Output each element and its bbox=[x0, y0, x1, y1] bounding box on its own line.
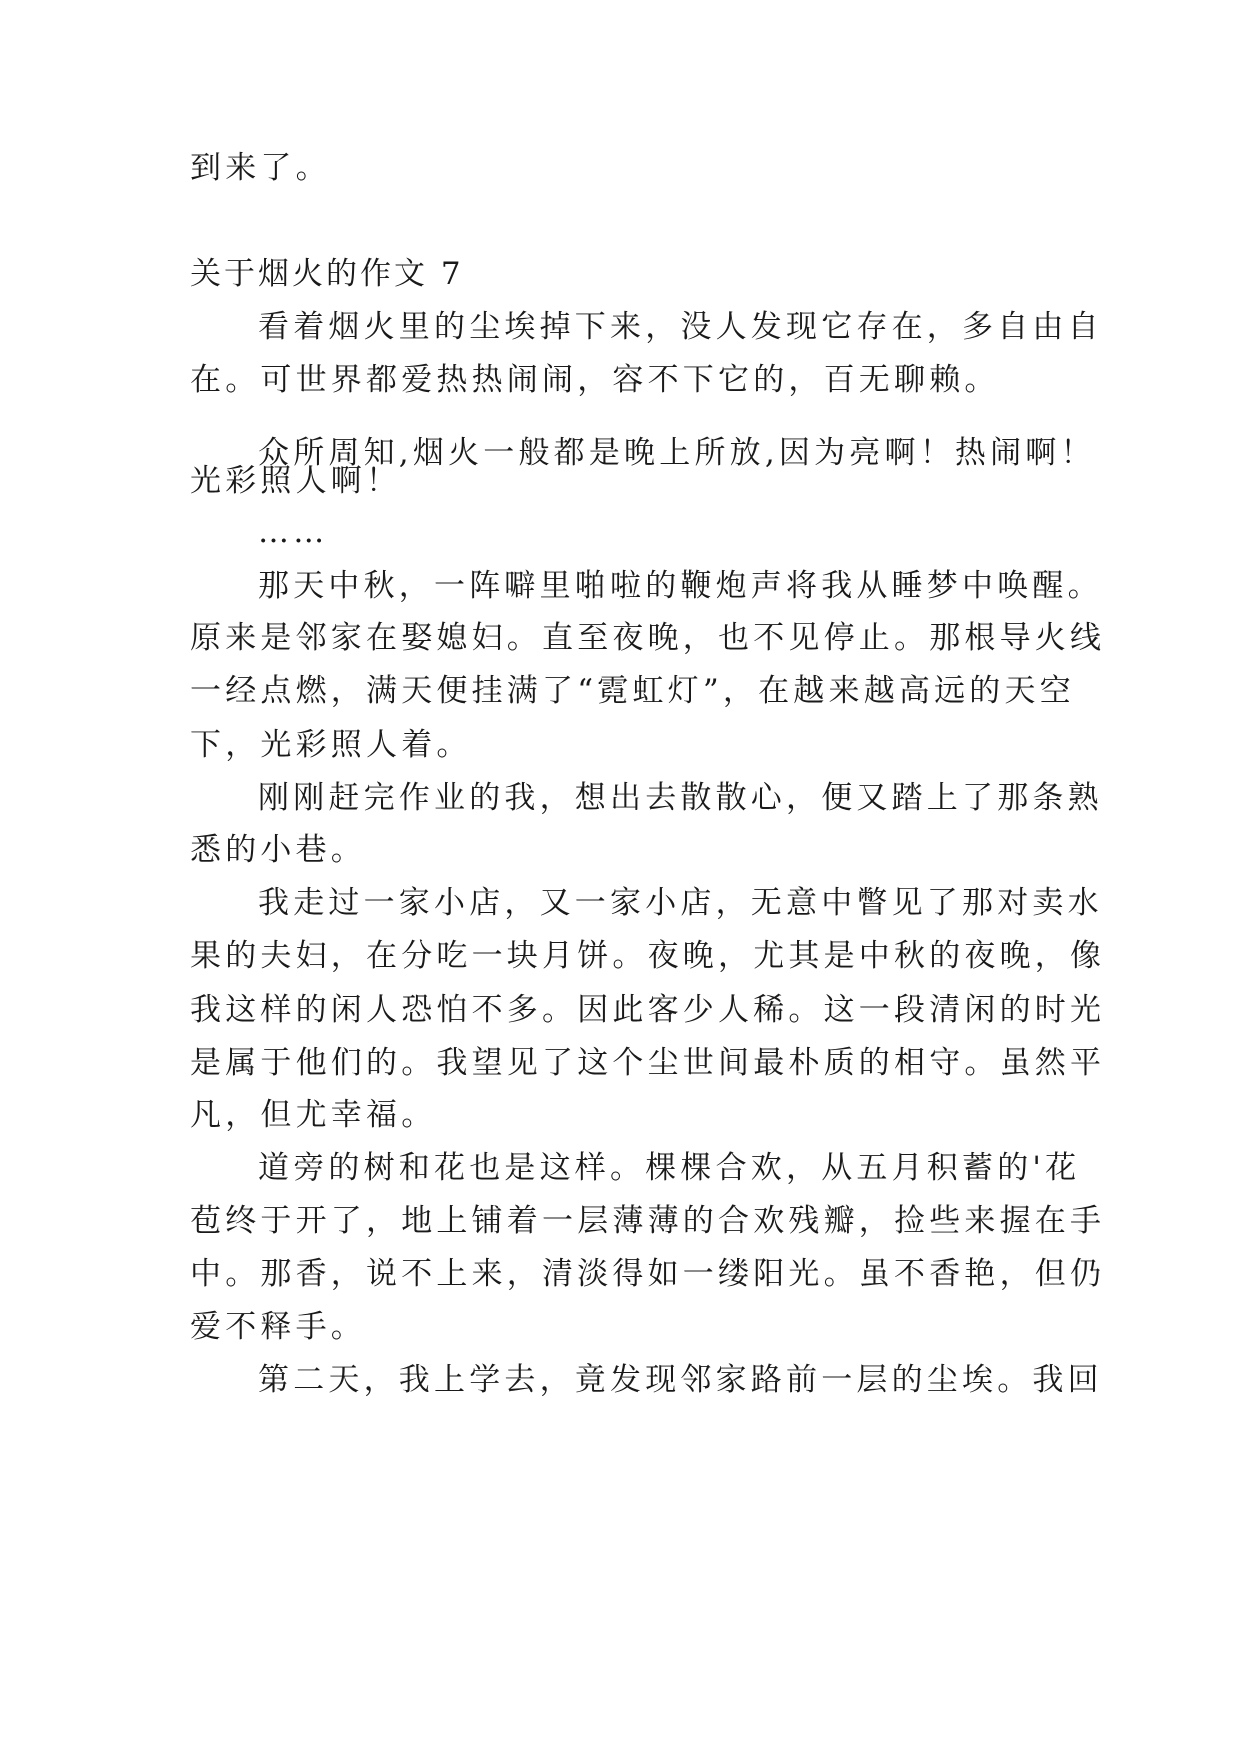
paragraph-line: 在。可世界都爱热热闹闹，容不下它的，百无聊赖。 bbox=[190, 362, 1000, 398]
paragraph-line: 众所周知,烟火一般都是晚上所放,因为亮啊！热闹啊！ bbox=[258, 435, 1096, 471]
paragraph-line: 原来是邻家在娶媳妇。直至夜晚，也不见停止。那根导火线 bbox=[190, 620, 1106, 656]
paragraph-line: 第二天，我上学去，竟发现邻家路前一层的尘埃。我回 bbox=[258, 1362, 1103, 1398]
paragraph-line: 苞终于开了，地上铺着一层薄薄的合欢残瓣，捡些来握在手 bbox=[190, 1203, 1106, 1239]
paragraph-line: 爱不释手。 bbox=[190, 1309, 366, 1345]
paragraph-line: 我这样的闲人恐怕不多。因此客少人稀。这一段清闲的时光 bbox=[190, 992, 1106, 1028]
paragraph-line: 是属于他们的。我望见了这个尘世间最朴质的相守。虽然平 bbox=[190, 1045, 1106, 1081]
paragraph-line: 凡，但尤幸福。 bbox=[190, 1097, 437, 1133]
paragraph-line: 刚刚赶完作业的我，想出去散散心，便又踏上了那条熟 bbox=[258, 780, 1103, 816]
paragraph-line: 果的夫妇，在分吃一块月饼。夜晚，尤其是中秋的夜晚，像 bbox=[190, 938, 1106, 974]
paragraph-line: 中。那香，说不上来，清淡得如一缕阳光。虽不香艳，但仍 bbox=[190, 1256, 1106, 1292]
paragraph-line: 道旁的树和花也是这样。棵棵合欢，从五月积蓄的'花 bbox=[258, 1150, 1081, 1186]
essay-heading: 关于烟火的作文 7 bbox=[190, 256, 464, 292]
ellipsis-line: …… bbox=[258, 514, 329, 550]
paragraph-line: 悉的小巷。 bbox=[190, 832, 366, 868]
paragraph-line: 一经点燃，满天便挂满了“霓虹灯”，在越来越高远的天空 bbox=[190, 673, 1075, 709]
paragraph-line: 光彩照人啊！ bbox=[190, 463, 402, 499]
paragraph-line: 我走过一家小店，又一家小店，无意中瞥见了那对卖水 bbox=[258, 885, 1103, 921]
paragraph-line: 下，光彩照人着。 bbox=[190, 727, 472, 763]
paragraph-line: 那天中秋，一阵噼里啪啦的鞭炮声将我从睡梦中唤醒。 bbox=[258, 568, 1103, 604]
paragraph-line: 看着烟火里的尘埃掉下来，没人发现它存在，多自由自 bbox=[258, 309, 1103, 345]
text-line-continuation: 到来了。 bbox=[190, 150, 331, 186]
